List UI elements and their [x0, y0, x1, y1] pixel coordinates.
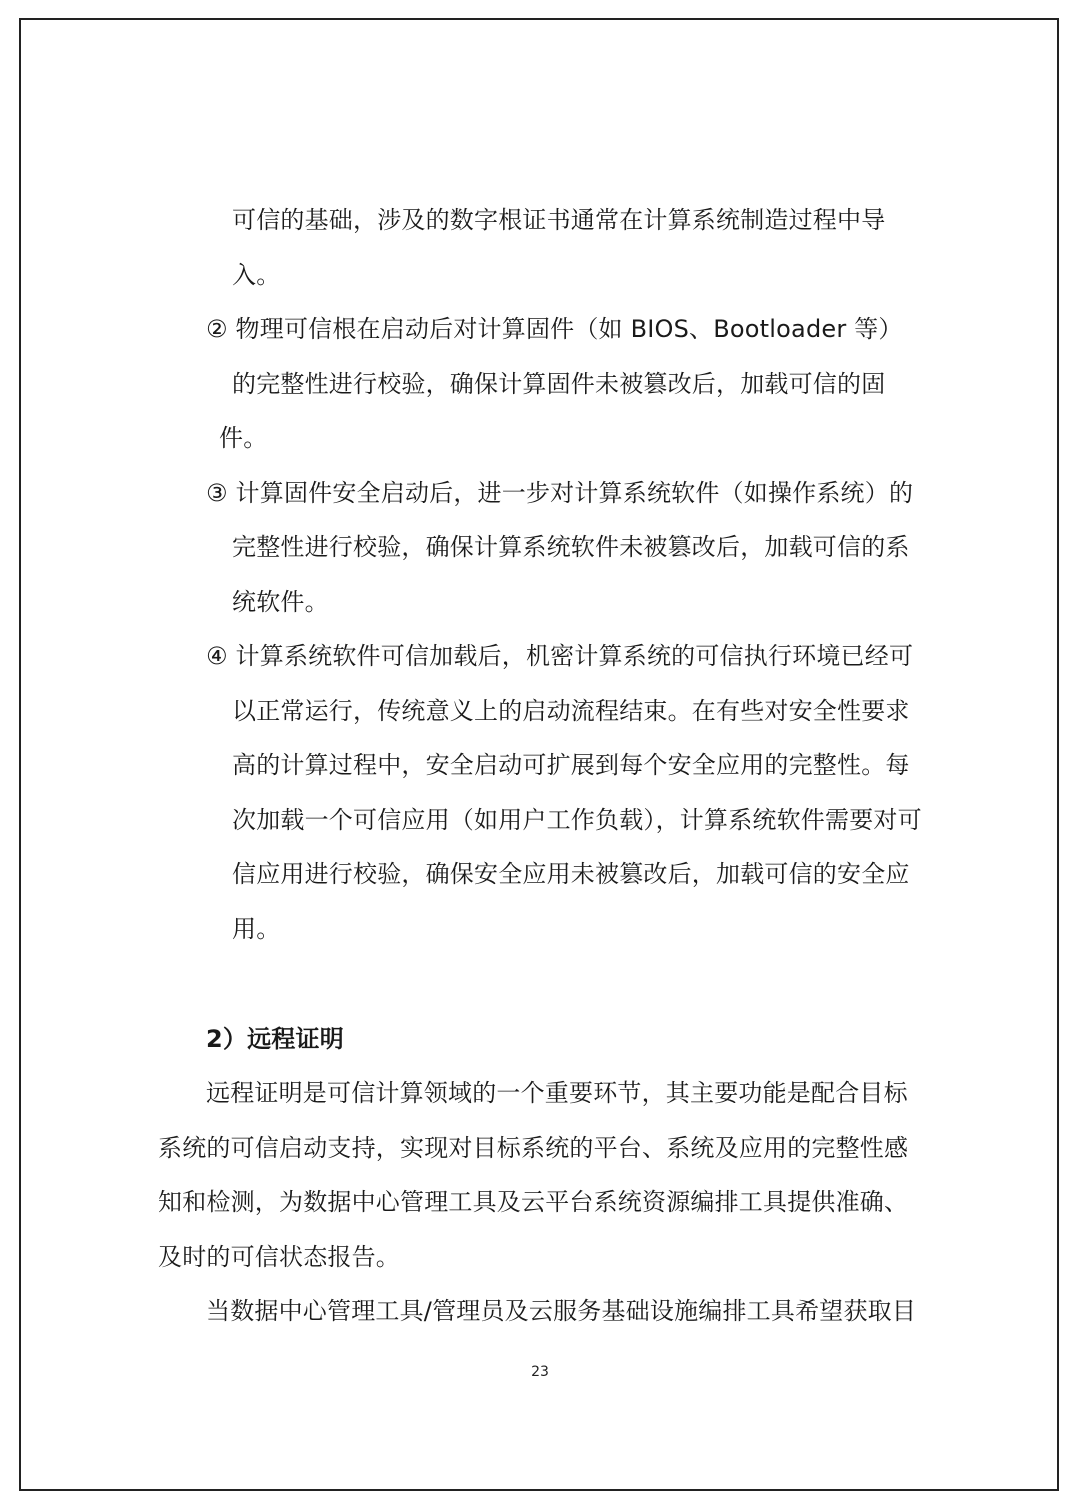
paragraph-line: 当数据中心管理工具/管理员及云服务基础设施编排工具希望获取目	[206, 1297, 917, 1325]
paragraph-line: 知和检测，为数据中心管理工具及云平台系统资源编排工具提供准确、	[158, 1188, 909, 1216]
text-line: 信应用进行校验，确保安全应用未被篡改后，加载可信的安全应	[232, 860, 910, 888]
text-line: 件。	[219, 424, 268, 452]
text-line: 完整性进行校验，确保计算系统软件未被篡改后，加载可信的系	[232, 533, 910, 561]
text-line: 的完整性进行校验，确保计算固件未被篡改后，加载可信的固	[232, 370, 886, 398]
list-item-4-line: ④ 计算系统软件可信加载后，机密计算系统的可信执行环境已经可	[206, 642, 914, 670]
paragraph-line: 系统的可信启动支持，实现对目标系统的平台、系统及应用的完整性感	[158, 1134, 909, 1162]
text-line: 用。	[232, 915, 281, 943]
page-number: 23	[531, 1364, 549, 1380]
text-line: 次加载一个可信应用（如用户工作负载），计算系统软件需要对可	[232, 806, 922, 834]
text-line: 以正常运行，传统意义上的启动流程结束。在有些对安全性要求	[232, 697, 910, 725]
text-line: 可信的基础，涉及的数字根证书通常在计算系统制造过程中导	[232, 206, 886, 234]
section-heading: 2）远程证明	[206, 1025, 344, 1053]
list-item-3-line: ③ 计算固件安全启动后，进一步对计算系统软件（如操作系统）的	[206, 479, 914, 507]
text-line: 统软件。	[232, 588, 329, 616]
list-item-2-line: ② 物理可信根在启动后对计算固件（如 BIOS、Bootloader 等）	[206, 315, 903, 343]
text-line: 高的计算过程中，安全启动可扩展到每个安全应用的完整性。每	[232, 751, 910, 779]
paragraph-line: 及时的可信状态报告。	[158, 1243, 400, 1271]
text-line: 入。	[232, 261, 281, 289]
paragraph-line: 远程证明是可信计算领域的一个重要环节，其主要功能是配合目标	[206, 1079, 908, 1107]
